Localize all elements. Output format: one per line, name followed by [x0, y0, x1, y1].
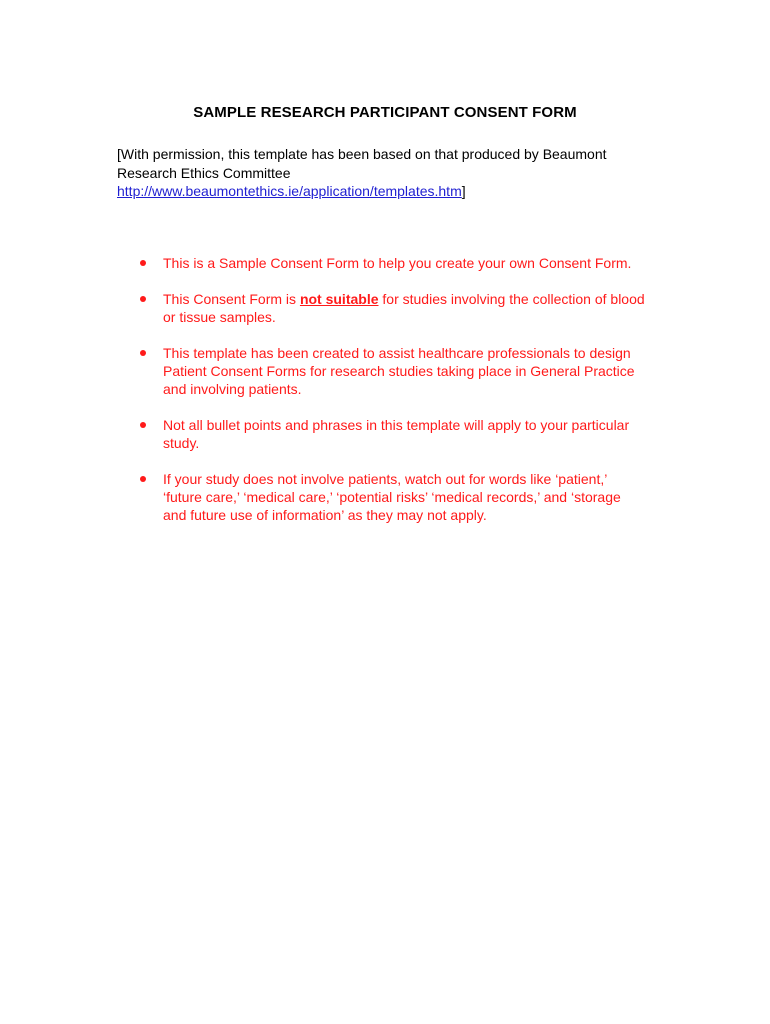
bullet-text: If your study does not involve patients, watch out for words like ‘patient,’ — [163, 471, 608, 487]
bullet-icon — [140, 476, 146, 482]
list-item — [140, 254, 680, 272]
bullet-text: Not all bullet points and phrases in this template will apply to your particular — [163, 417, 630, 433]
bullet-icon — [140, 422, 146, 428]
bullet-icon — [140, 296, 146, 302]
list-item — [140, 470, 680, 524]
intro-paragraph — [117, 145, 677, 201]
intro-link-suffix: ] — [461, 183, 466, 199]
bullet-text: or tissue samples. — [163, 309, 276, 325]
bullet-text: and involving patients. — [163, 381, 302, 397]
bullet-text-emphasis: not suitable — [299, 291, 379, 307]
bullet-text: This template has been created to assist healthcare professionals to design — [163, 345, 631, 361]
guidance-bullet-list — [140, 254, 680, 542]
intro-line-3 — [117, 182, 677, 201]
bullet-text-prefix: This Consent Form is — [163, 291, 300, 307]
bullet-text — [163, 290, 680, 308]
bullet-text: Patient Consent Forms for research studies taking place in General Practice — [163, 363, 635, 379]
intro-line-2: Research Ethics Committee — [117, 164, 291, 181]
bullet-text: ‘future care,’ ‘medical care,’ ‘potential risks’ ‘medical records,’ and ‘storage — [163, 489, 621, 505]
templates-link[interactable]: http://www.beaumontethics.ie/application/templates.htm — [117, 183, 462, 199]
bullet-icon — [140, 260, 146, 266]
list-item — [140, 416, 680, 452]
bullet-text-suffix: for studies involving the collection of blood — [378, 291, 645, 307]
bullet-text: study. — [163, 435, 200, 451]
bullet-icon — [140, 350, 146, 356]
bullet-text: and future use of information’ as they may not apply. — [163, 507, 487, 523]
intro-line-1: [With permission, this template has been based on that produced by Beaumont — [117, 146, 607, 162]
list-item — [140, 344, 680, 398]
document-title: SAMPLE RESEARCH PARTICIPANT CONSENT FORM — [193, 104, 577, 121]
list-item — [140, 290, 680, 326]
bullet-text: This is a Sample Consent Form to help you create your own Consent Form. — [163, 255, 632, 271]
